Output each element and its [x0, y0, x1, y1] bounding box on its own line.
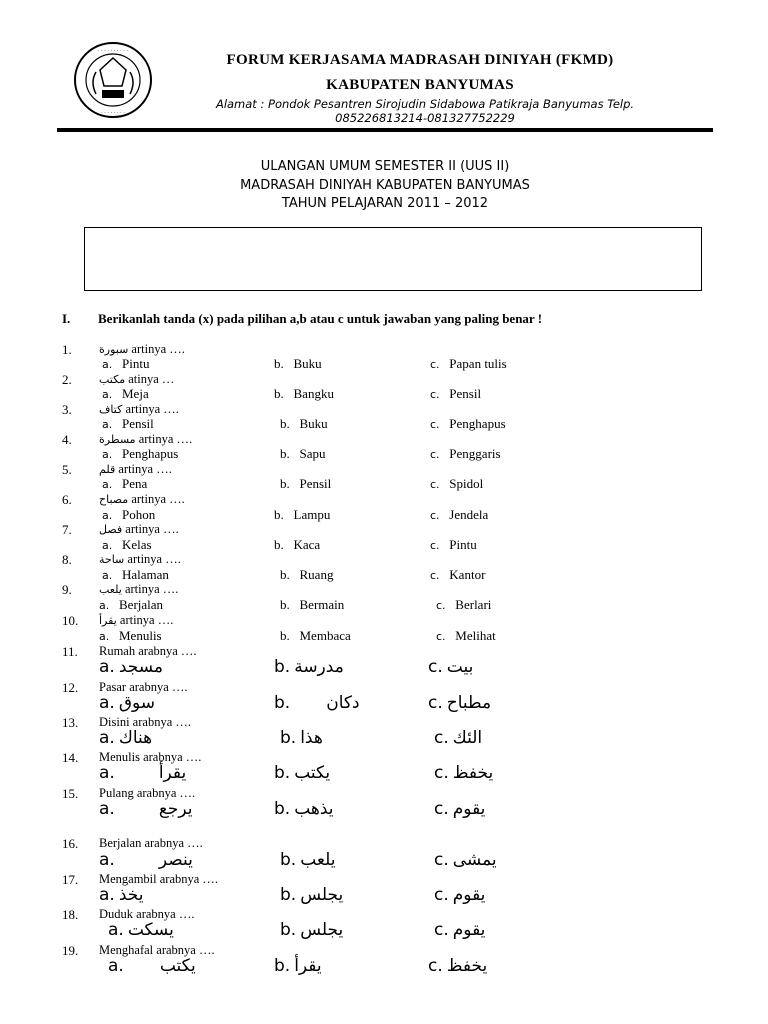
option-text: سوق — [118, 693, 156, 713]
option-letter: c. — [434, 850, 449, 870]
option-letter: b. — [274, 799, 291, 819]
option-c[interactable] — [434, 728, 482, 748]
address-line: Alamat : Pondok Pesantren Sirojudin Sidabowa Patikraja Banyumas Telp. — [215, 97, 635, 111]
option-letter: c. — [430, 418, 440, 431]
question-prompt — [99, 552, 181, 567]
option-letter: a. — [99, 657, 115, 677]
option-letter: c. — [428, 657, 443, 677]
option-b[interactable] — [280, 850, 335, 870]
option-letter: c. — [436, 630, 446, 643]
option-letter: a. — [108, 920, 124, 940]
option-letter: b. — [280, 567, 290, 582]
option-b[interactable] — [280, 567, 333, 583]
question-number: 8. — [62, 552, 72, 567]
option-b[interactable] — [274, 356, 322, 372]
arabic-word: فصل — [99, 523, 123, 536]
option-b[interactable] — [274, 507, 330, 523]
question-number: 6. — [62, 492, 72, 507]
option-b[interactable] — [274, 799, 334, 819]
option-a[interactable] — [99, 728, 152, 748]
question-prompt: Berjalan arabnya …. — [99, 836, 203, 850]
option-c[interactable] — [430, 386, 481, 402]
option-b[interactable] — [274, 693, 360, 713]
option-text: Penghapus — [449, 416, 506, 431]
phone-line: 085226813214-081327752229 — [335, 111, 515, 125]
option-letter: b. — [274, 657, 291, 677]
arabic-word: ساحة — [99, 553, 125, 566]
option-a[interactable] — [99, 799, 193, 819]
question-prompt: Menghafal arabnya …. — [99, 943, 215, 957]
svg-text:· · · · · · · · · ·: · · · · · · · · · · — [97, 48, 129, 54]
option-letter: b. — [274, 956, 291, 976]
option-letter: b. — [280, 476, 290, 491]
question-prompt — [99, 342, 185, 357]
option-c[interactable] — [434, 850, 497, 870]
question-prompt: Mengambil arabnya …. — [99, 872, 219, 886]
question-prompt: Pasar arabnya …. — [99, 680, 188, 694]
option-letter: c. — [428, 693, 443, 713]
option-text: Lampu — [293, 507, 331, 522]
option-text: يلعب — [300, 850, 336, 870]
option-letter: b. — [280, 728, 297, 748]
arabic-word: قلم — [99, 463, 116, 476]
option-letter: c. — [434, 728, 449, 748]
arabic-word: مصباح — [99, 493, 129, 506]
option-letter: a. — [99, 728, 115, 748]
option-a[interactable] — [99, 597, 163, 613]
option-a[interactable] — [99, 763, 186, 783]
option-c[interactable] — [434, 763, 493, 783]
question-number: 17. — [62, 872, 79, 887]
option-text: Pensil — [122, 416, 154, 431]
option-a[interactable] — [102, 446, 178, 462]
option-c[interactable] — [434, 885, 485, 905]
option-b[interactable] — [274, 537, 320, 553]
option-letter: b. — [280, 885, 297, 905]
option-letter: c. — [434, 763, 449, 783]
question-prompt — [99, 582, 178, 597]
option-text: يقوم — [452, 885, 486, 905]
option-text: Pensil — [299, 476, 332, 491]
prompt-suffix: artinya …. — [122, 522, 179, 536]
option-letter: b. — [274, 507, 284, 522]
option-text: يخذ — [118, 885, 144, 905]
question-prompt: Rumah arabnya …. — [99, 644, 197, 658]
option-text: Pensil — [449, 386, 482, 401]
option-letter: b. — [274, 763, 291, 783]
section-instruction: Berikanlah tanda (x) pada pilihan a,b atau c untuk jawaban yang paling benar ! — [98, 311, 543, 326]
option-a[interactable] — [102, 507, 155, 523]
question-number: 2. — [62, 372, 72, 387]
option-letter: a. — [102, 388, 113, 401]
option-text: الئك — [452, 728, 483, 748]
option-text: Buku — [293, 356, 322, 371]
question-number: 9. — [62, 582, 72, 597]
arabic-word: كتاف — [99, 403, 123, 416]
arabic-word: يقرأ — [99, 614, 117, 627]
option-text: Pena — [122, 476, 148, 491]
prompt-suffix: artinya …. — [135, 432, 193, 446]
option-a[interactable] — [102, 386, 149, 402]
question-number: 15. — [62, 786, 79, 801]
option-text: Berjalan — [119, 597, 164, 612]
option-b[interactable] — [280, 920, 343, 940]
option-c[interactable] — [430, 356, 507, 372]
option-b[interactable] — [274, 956, 322, 976]
prompt-suffix: artinya …. — [128, 492, 185, 506]
prompt-suffix: atinya … — [125, 372, 175, 386]
option-c[interactable] — [430, 507, 488, 523]
option-text: مدرسة — [294, 657, 344, 677]
question-number: 12. — [62, 680, 79, 695]
option-text: يقوم — [452, 920, 486, 940]
option-letter: c. — [430, 388, 440, 401]
option-a[interactable] — [99, 657, 163, 677]
option-letter: c. — [434, 885, 449, 905]
option-text: Pintu — [122, 356, 150, 371]
prompt-suffix: artinya …. — [122, 402, 179, 416]
option-letter: c. — [430, 539, 440, 552]
option-letter: c. — [430, 478, 440, 491]
arabic-word: مكتب — [99, 373, 126, 386]
option-a[interactable] — [102, 567, 169, 583]
option-c[interactable] — [434, 799, 485, 819]
option-b[interactable] — [280, 628, 351, 644]
option-c[interactable] — [428, 657, 473, 677]
option-c[interactable] — [428, 693, 491, 713]
question-number: 16. — [62, 836, 79, 851]
option-letter: a. — [99, 850, 115, 870]
option-text: يخفظ — [446, 956, 488, 976]
option-c[interactable] — [428, 956, 487, 976]
option-letter: b. — [280, 920, 297, 940]
option-a[interactable] — [108, 920, 174, 940]
exam-year: TAHUN PELAJARAN 2011 – 2012 — [281, 196, 489, 211]
option-letter: a. — [102, 539, 113, 552]
option-text: Pohon — [122, 507, 156, 522]
option-c[interactable] — [436, 597, 491, 613]
option-letter: b. — [274, 386, 284, 401]
question-number: 3. — [62, 402, 72, 417]
option-c[interactable] — [430, 446, 501, 462]
question-prompt — [99, 402, 179, 417]
option-text: Buku — [299, 416, 328, 431]
option-letter: a. — [99, 630, 110, 643]
question-prompt — [99, 492, 185, 507]
option-text: Halaman — [122, 567, 169, 582]
option-letter: a. — [99, 693, 115, 713]
option-a[interactable] — [102, 537, 152, 553]
option-text: يجلس — [300, 885, 344, 905]
option-letter: a. — [102, 509, 113, 522]
option-b[interactable] — [280, 728, 323, 748]
prompt-suffix: artinya …. — [124, 552, 181, 566]
option-text: مسجد — [118, 657, 163, 677]
option-c[interactable] — [430, 537, 477, 553]
option-c[interactable] — [434, 920, 485, 940]
question-prompt — [99, 522, 179, 537]
option-letter: b. — [280, 628, 290, 643]
option-text: Papan tulis — [449, 356, 507, 371]
option-text: Bermain — [299, 597, 345, 612]
option-letter: a. — [99, 599, 110, 612]
option-a[interactable] — [102, 476, 147, 492]
option-b[interactable] — [274, 386, 334, 402]
option-text: Membaca — [299, 628, 351, 643]
option-text: هذا — [300, 728, 323, 748]
question-number: 14. — [62, 750, 79, 765]
option-text: بيت — [446, 657, 474, 677]
option-text: دكان — [326, 693, 360, 713]
option-text: Kantor — [449, 567, 486, 582]
option-text: Berlari — [455, 597, 492, 612]
option-text: يكتب — [294, 763, 331, 783]
option-letter: a. — [99, 799, 115, 819]
option-text: ينصر — [158, 850, 193, 870]
option-text: Menulis — [119, 628, 162, 643]
option-a[interactable] — [102, 416, 154, 432]
option-b[interactable] — [280, 446, 326, 462]
question-number: 4. — [62, 432, 72, 447]
question-prompt: Pulang arabnya …. — [99, 786, 196, 800]
option-letter: a. — [102, 569, 113, 582]
option-a[interactable] — [102, 356, 149, 372]
prompt-suffix: artinya …. — [128, 342, 185, 356]
option-letter: c. — [430, 358, 440, 371]
option-text: يكتب — [159, 956, 196, 976]
madrasah-emblem-logo — [72, 40, 154, 120]
option-text: يمشى — [452, 850, 497, 870]
option-letter: a. — [102, 358, 113, 371]
option-text: مطباح — [446, 693, 492, 713]
option-text: Penggaris — [449, 446, 501, 461]
question-number: 1. — [62, 342, 72, 357]
option-letter: a. — [102, 478, 113, 491]
option-letter: b. — [280, 416, 290, 431]
option-text: يقرأ — [294, 956, 322, 976]
option-text: يسكت — [127, 920, 174, 940]
arabic-word: مسطرة — [99, 433, 136, 446]
option-letter: b. — [280, 597, 290, 612]
option-b[interactable] — [280, 597, 344, 613]
arabic-word: يلعب — [99, 583, 122, 596]
question-prompt — [99, 372, 174, 387]
option-letter: b. — [274, 693, 291, 713]
option-a[interactable] — [108, 956, 196, 976]
question-number: 5. — [62, 462, 72, 477]
option-c[interactable] — [430, 416, 506, 432]
region-name: KABUPATEN BANYUMAS — [326, 77, 514, 93]
option-text: Kaca — [293, 537, 321, 552]
arabic-word: سبورة — [99, 343, 129, 356]
question-number: 11. — [62, 644, 78, 659]
option-c[interactable] — [436, 628, 496, 644]
question-prompt: Duduk arabnya …. — [99, 907, 195, 921]
option-letter: c. — [430, 509, 440, 522]
exam-school: MADRASAH DINIYAH KABUPATEN BANYUMAS — [240, 178, 530, 193]
option-b[interactable] — [280, 885, 343, 905]
option-text: يجلس — [300, 920, 344, 940]
option-a[interactable] — [99, 885, 143, 905]
section-number: I. — [62, 311, 71, 326]
option-letter: c. — [430, 448, 440, 461]
question-prompt: Disini arabnya …. — [99, 715, 191, 729]
option-letter: b. — [274, 537, 284, 552]
header-divider — [57, 128, 713, 132]
option-letter: c. — [428, 956, 443, 976]
question-prompt: Menulis arabnya …. — [99, 750, 202, 764]
org-name: FORUM KERJASAMA MADRASAH DINIYAH (FKMD) — [226, 52, 614, 68]
option-a[interactable] — [99, 850, 193, 870]
question-prompt — [99, 462, 172, 477]
option-text: Bangku — [293, 386, 334, 401]
option-text: Spidol — [449, 476, 484, 491]
option-text: يقوم — [452, 799, 486, 819]
option-text: يقرأ — [158, 763, 187, 783]
option-text: Kelas — [122, 537, 152, 552]
option-letter: c. — [434, 920, 449, 940]
option-c[interactable] — [430, 476, 483, 492]
option-c[interactable] — [430, 567, 485, 583]
option-letter: a. — [102, 448, 113, 461]
option-text: Jendela — [449, 507, 489, 522]
option-text: Penghapus — [122, 446, 179, 461]
option-letter: a. — [102, 418, 113, 431]
option-text: يرجع — [158, 799, 193, 819]
option-b[interactable] — [280, 416, 328, 432]
option-text: Ruang — [299, 567, 334, 582]
option-text: Pintu — [449, 537, 477, 552]
question-number: 18. — [62, 907, 79, 922]
option-letter: a. — [99, 885, 115, 905]
question-number: 10. — [62, 613, 79, 628]
option-letter: c. — [434, 799, 449, 819]
option-letter: b. — [280, 850, 297, 870]
question-prompt — [99, 432, 192, 447]
option-text: يذهب — [294, 799, 334, 819]
question-number: 13. — [62, 715, 79, 730]
prompt-suffix: artinya …. — [121, 582, 179, 596]
prompt-suffix: artinya …. — [116, 613, 174, 627]
question-prompt — [99, 613, 173, 628]
option-text: هناك — [118, 728, 153, 748]
exam-title: ULANGAN UMUM SEMESTER II (UUS II) — [260, 159, 510, 174]
option-letter: c. — [436, 599, 446, 612]
option-letter: c. — [430, 569, 440, 582]
option-text: Sapu — [299, 446, 326, 461]
option-a[interactable] — [99, 693, 155, 713]
svg-text:· · · · · · · ·: · · · · · · · · — [101, 110, 125, 116]
option-letter: b. — [274, 356, 284, 371]
option-letter: b. — [280, 446, 290, 461]
question-number: 19. — [62, 943, 79, 958]
option-text: Meja — [122, 386, 149, 401]
option-a[interactable] — [99, 628, 162, 644]
option-b[interactable] — [274, 763, 330, 783]
student-identity-box — [84, 227, 702, 291]
option-letter: a. — [108, 956, 124, 976]
option-text: يخفظ — [452, 763, 494, 783]
option-b[interactable] — [274, 657, 344, 677]
prompt-suffix: artinya …. — [115, 462, 172, 476]
question-number: 7. — [62, 522, 72, 537]
option-b[interactable] — [280, 476, 331, 492]
option-text: Melihat — [455, 628, 496, 643]
option-letter: a. — [99, 763, 115, 783]
